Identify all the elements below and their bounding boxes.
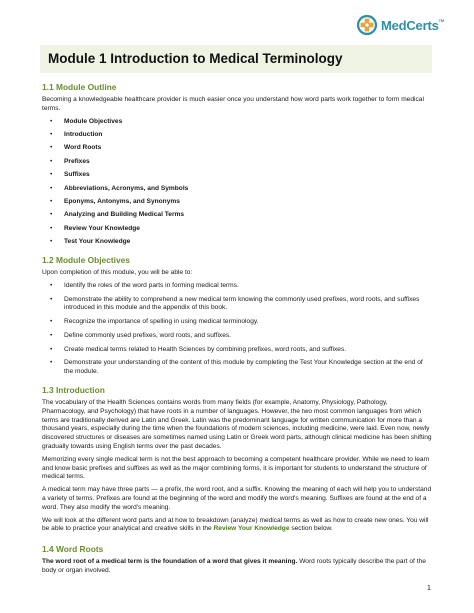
intro-paragraph-1: The vocabulary of the Health Sciences contains words from many fields (for example, Anatomy, Physiology, Pathology, Pharmacology, and Psychology) that have roots in a number of languages. However, the two most common languages from which terms are traditionally derived are Latin and Greek. Latin was the predominant language for written communication for more than a thousand years, especially during the time when the foundations of modern sciences, including medicine, were laid. Even now, newly discovered structures or diseases are sometimes named using Latin or Greek word parts, although clinical medicine has been shifting gradually towards using English terms over the past decades.	[42, 399, 432, 451]
outline-item: • Module Objectives	[42, 118, 432, 127]
objective-item: • Demonstrate your understanding of the content of this module by completing the Test Your Knowledge section at the end of the module.	[42, 359, 432, 377]
outline-item: • Test Your Knowledge	[42, 238, 432, 247]
medical-cross-icon	[356, 14, 378, 36]
outline-list	[42, 118, 432, 247]
section-heading-introduction: 1.3 Introduction	[42, 385, 105, 396]
outline-item: • Eponyms, Antonyms, and Synonyms	[42, 198, 432, 207]
word-roots-paragraph: The word root of a medical term is the foundation of a word that gives it meaning. Word roots typically describe the part of the body or organ involved.	[42, 558, 426, 575]
section-heading-outline: 1.1 Module Outline	[42, 82, 117, 92]
outline-item: • Suffixes	[42, 171, 432, 180]
outline-item: • Review Your Knowledge	[42, 225, 432, 234]
module-title: Module 1 Introduction to Medical Terminology	[48, 51, 343, 66]
outline-item: • Analyzing and Building Medical Terms	[42, 211, 432, 220]
intro-paragraph-3: A medical term may have three parts — a prefix, the word root, and a suffix. Knowing the meaning of each will help you to understand a variety of terms. Prefixes are found at the beginning of the word and modify the word's meaning. Suffixes are found at the end of a word. They also modify the word's meaning.	[42, 486, 432, 511]
review-knowledge-link[interactable]: Review Your Knowledge	[213, 525, 290, 533]
objectives-list	[42, 282, 432, 377]
brand-name: MedCerts™	[380, 17, 444, 33]
intro-paragraph-2: Memorizing every single medical term is not the best approach to becoming a competent healthcare provider. While we need to learn and know basic prefixes and suffixes as well as the major combining forms, it is important for students to understand the structure of medical terms.	[42, 455, 430, 481]
objective-item: • Recognize the importance of spelling in using medical terminology.	[42, 318, 432, 327]
word-roots-definition: The word root of a medical term is the foundation of a word that gives it meaning.	[42, 558, 298, 566]
outline-item: • Introduction	[42, 131, 432, 140]
outline-item: • Abbreviations, Acronyms, and Symbols	[42, 185, 432, 194]
section-heading-word-roots: 1.4 Word Roots	[42, 544, 104, 555]
document-body	[42, 82, 432, 580]
objective-item: • Identify the roles of the word parts in forming medical terms.	[42, 282, 432, 291]
objectives-intro: Upon completion of this module, you will be able to:	[42, 268, 193, 276]
section-heading-objectives: 1.2 Module Objectives	[42, 254, 130, 265]
module-title-bar	[40, 45, 432, 73]
intro-paragraph-4: We will look at the different word parts and at how to breakdown (analyze) medical terms as well as how to create new ones. You will be able to practice your analytical and creative skills in the Review Your Knowledge section below.	[42, 516, 429, 533]
objective-item: • Create medical terms related to Health Sciences by combining prefixes, word roots, and suffixes.	[42, 346, 432, 355]
trademark-mark: TM	[438, 17, 444, 23]
outline-item: • Prefixes	[42, 158, 432, 167]
page-number: 1	[427, 585, 431, 592]
outline-item: • Word Roots	[42, 144, 432, 153]
objective-item: • Demonstrate the ability to comprehend a new medical term knowing the commonly used prefixes, word roots, and suffixes introduced in this module and the appendix of this book.	[42, 296, 432, 314]
medcerts-logo	[356, 14, 444, 36]
objective-item: • Define commonly used prefixes, word roots, and suffixes.	[42, 332, 432, 341]
outline-intro: Becoming a knowledgeable healthcare provider is much easier once you understand how word parts work together to form medical terms.	[42, 96, 424, 112]
